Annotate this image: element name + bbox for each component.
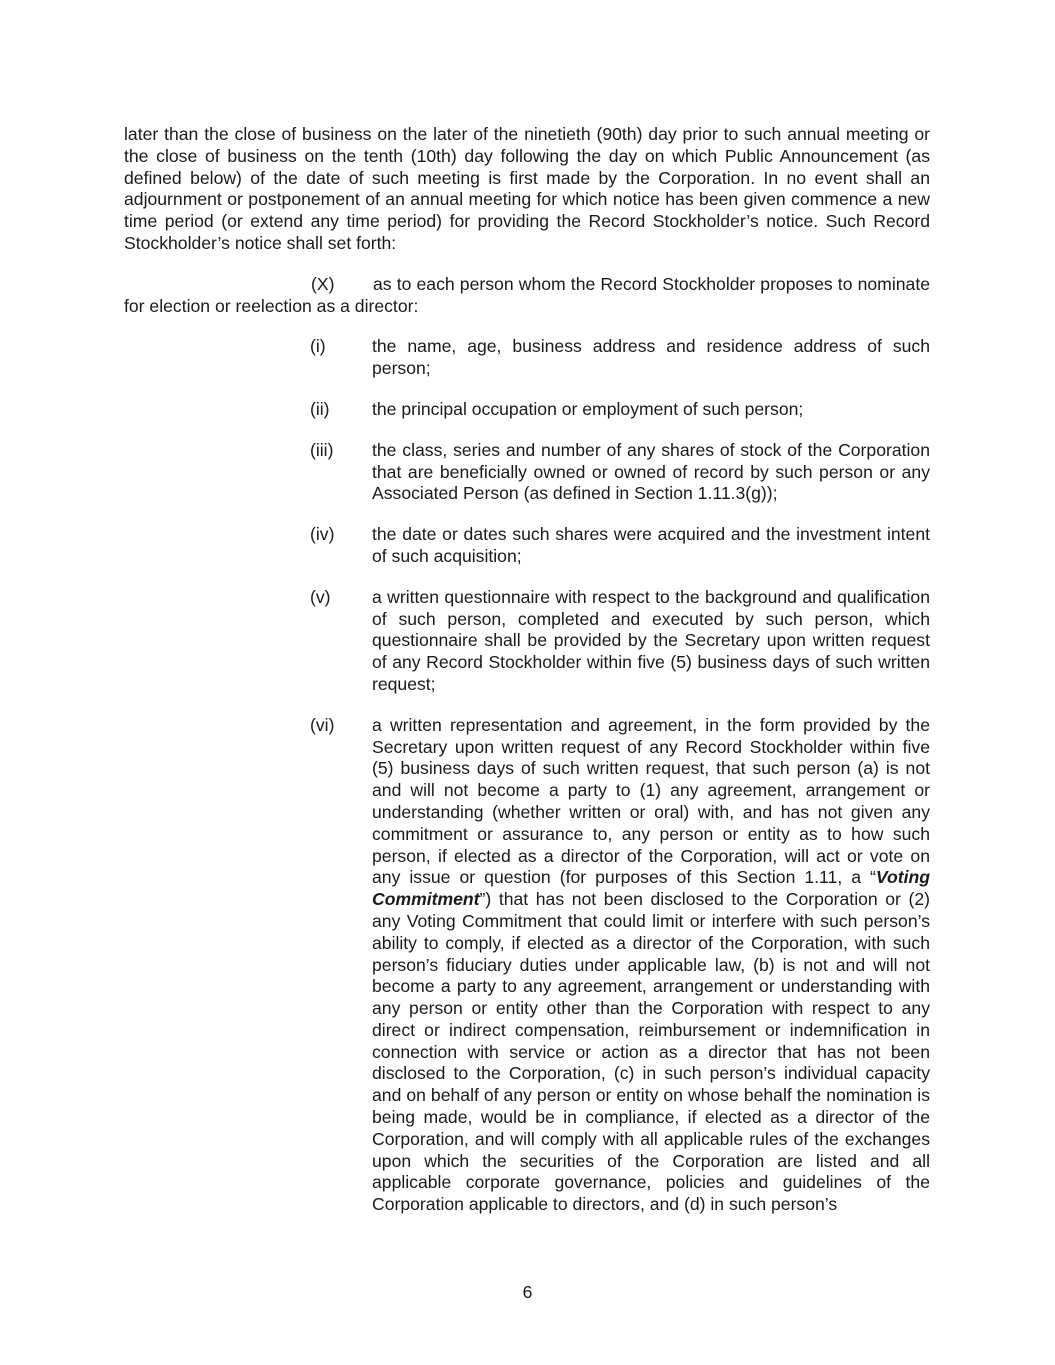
list-item-ii (310, 398, 930, 421)
opening-paragraph: later than the close of business on the later of the ninetieth (90th) day prior to such annual meeting or the close of business on the tenth (10th) day following the day on which Public Announcement (as defined below) of the date of such meeting is first made by the Corporation. In no event shall an adjournment or postponement of an annual meeting for which notice has been given commence a new time period (or extend any time period) for providing the Record Stockholder’s notice. Such Record Stockholder’s notice shall set forth: (124, 124, 930, 253)
list-item-iii (310, 439, 930, 505)
list-item-text: the name, age, business address and residence address of such person; (372, 336, 930, 379)
clause-x (124, 274, 930, 318)
clause-x-label: (X) (311, 273, 335, 294)
list-item-text (372, 715, 930, 1216)
list-item-label: (iii) (310, 439, 334, 460)
list-item-v (310, 586, 930, 696)
list-item-text: the class, series and number of any shares of stock of the Corporation that are beneficially owned or owned of record by such person or any Associated Person (as defined in Section 1.11.3(g)); (372, 439, 930, 504)
item-vi-text-after: ”) that has not been disclosed to the Corporation or (2) any Voting Commitment that could limit or interfere with such person’s ability to comply, if elected as a director of the Corporation, with such person’s fiduciary duties under applicable law, (b) is not and will not become a party to any agreement, arrangement or understanding with any person or entity other than the Corporation with respect to any direct or indirect compensation, reimbursement or indemnification in connection with service or action as a director that has not been disclosed to the Corporation, (c) in such person’s individual capacity and on behalf of any person or entity on whose behalf the nomination is being made, would be in compliance, if elected as a director of the Corporation, and will comply with all applicable rules of the exchanges upon which the securities of the Corporation are listed and all applicable corporate governance, policies and guidelines of the Corporation applicable to directors, and (d) in such person’s (372, 889, 930, 1215)
defined-term-voting-commitment: Voting Commitment (372, 867, 930, 910)
list-item-label: (vi) (310, 714, 335, 735)
list-item-label: (ii) (310, 398, 330, 419)
list-item-label: (v) (310, 586, 331, 607)
list-item-text: the date or dates such shares were acquired and the investment intent of such acquisition; (372, 524, 930, 566)
page-number: 6 (522, 1282, 533, 1302)
list-item-label: (i) (310, 336, 326, 357)
list-item-i (310, 336, 930, 380)
document-page (124, 124, 930, 1216)
list-item-text: a written questionnaire with respect to the background and qualification of such person, completed and executed by such person, which questionnaire shall be provided by the Secretary upon written request of any Record Stockholder within five (5) business days of such written request; (372, 586, 930, 694)
list-item-vi (310, 714, 930, 1216)
list-item-label: (iv) (310, 524, 335, 545)
list-item-iv (310, 524, 930, 568)
list-item-text: the principal occupation or employment of such person; (372, 398, 804, 419)
clause-x-text: as to each person whom the Record Stockholder proposes to nominate for election or reelection as a director: (124, 273, 930, 316)
item-vi-text-before: a written representation and agreement, in the form provided by the Secretary upon written request of any Record Stockholder within five (5) business days of such written request, that such person (a) is not and will not become a party to (1) any agreement, arrangement or understanding (whether written or oral) with, and has not given any commitment or assurance to, any person or entity as to how such person, if elected as a director of the Corporation, will act or vote on any issue or question (for purposes of this Section 1.11, a “ (372, 714, 930, 888)
